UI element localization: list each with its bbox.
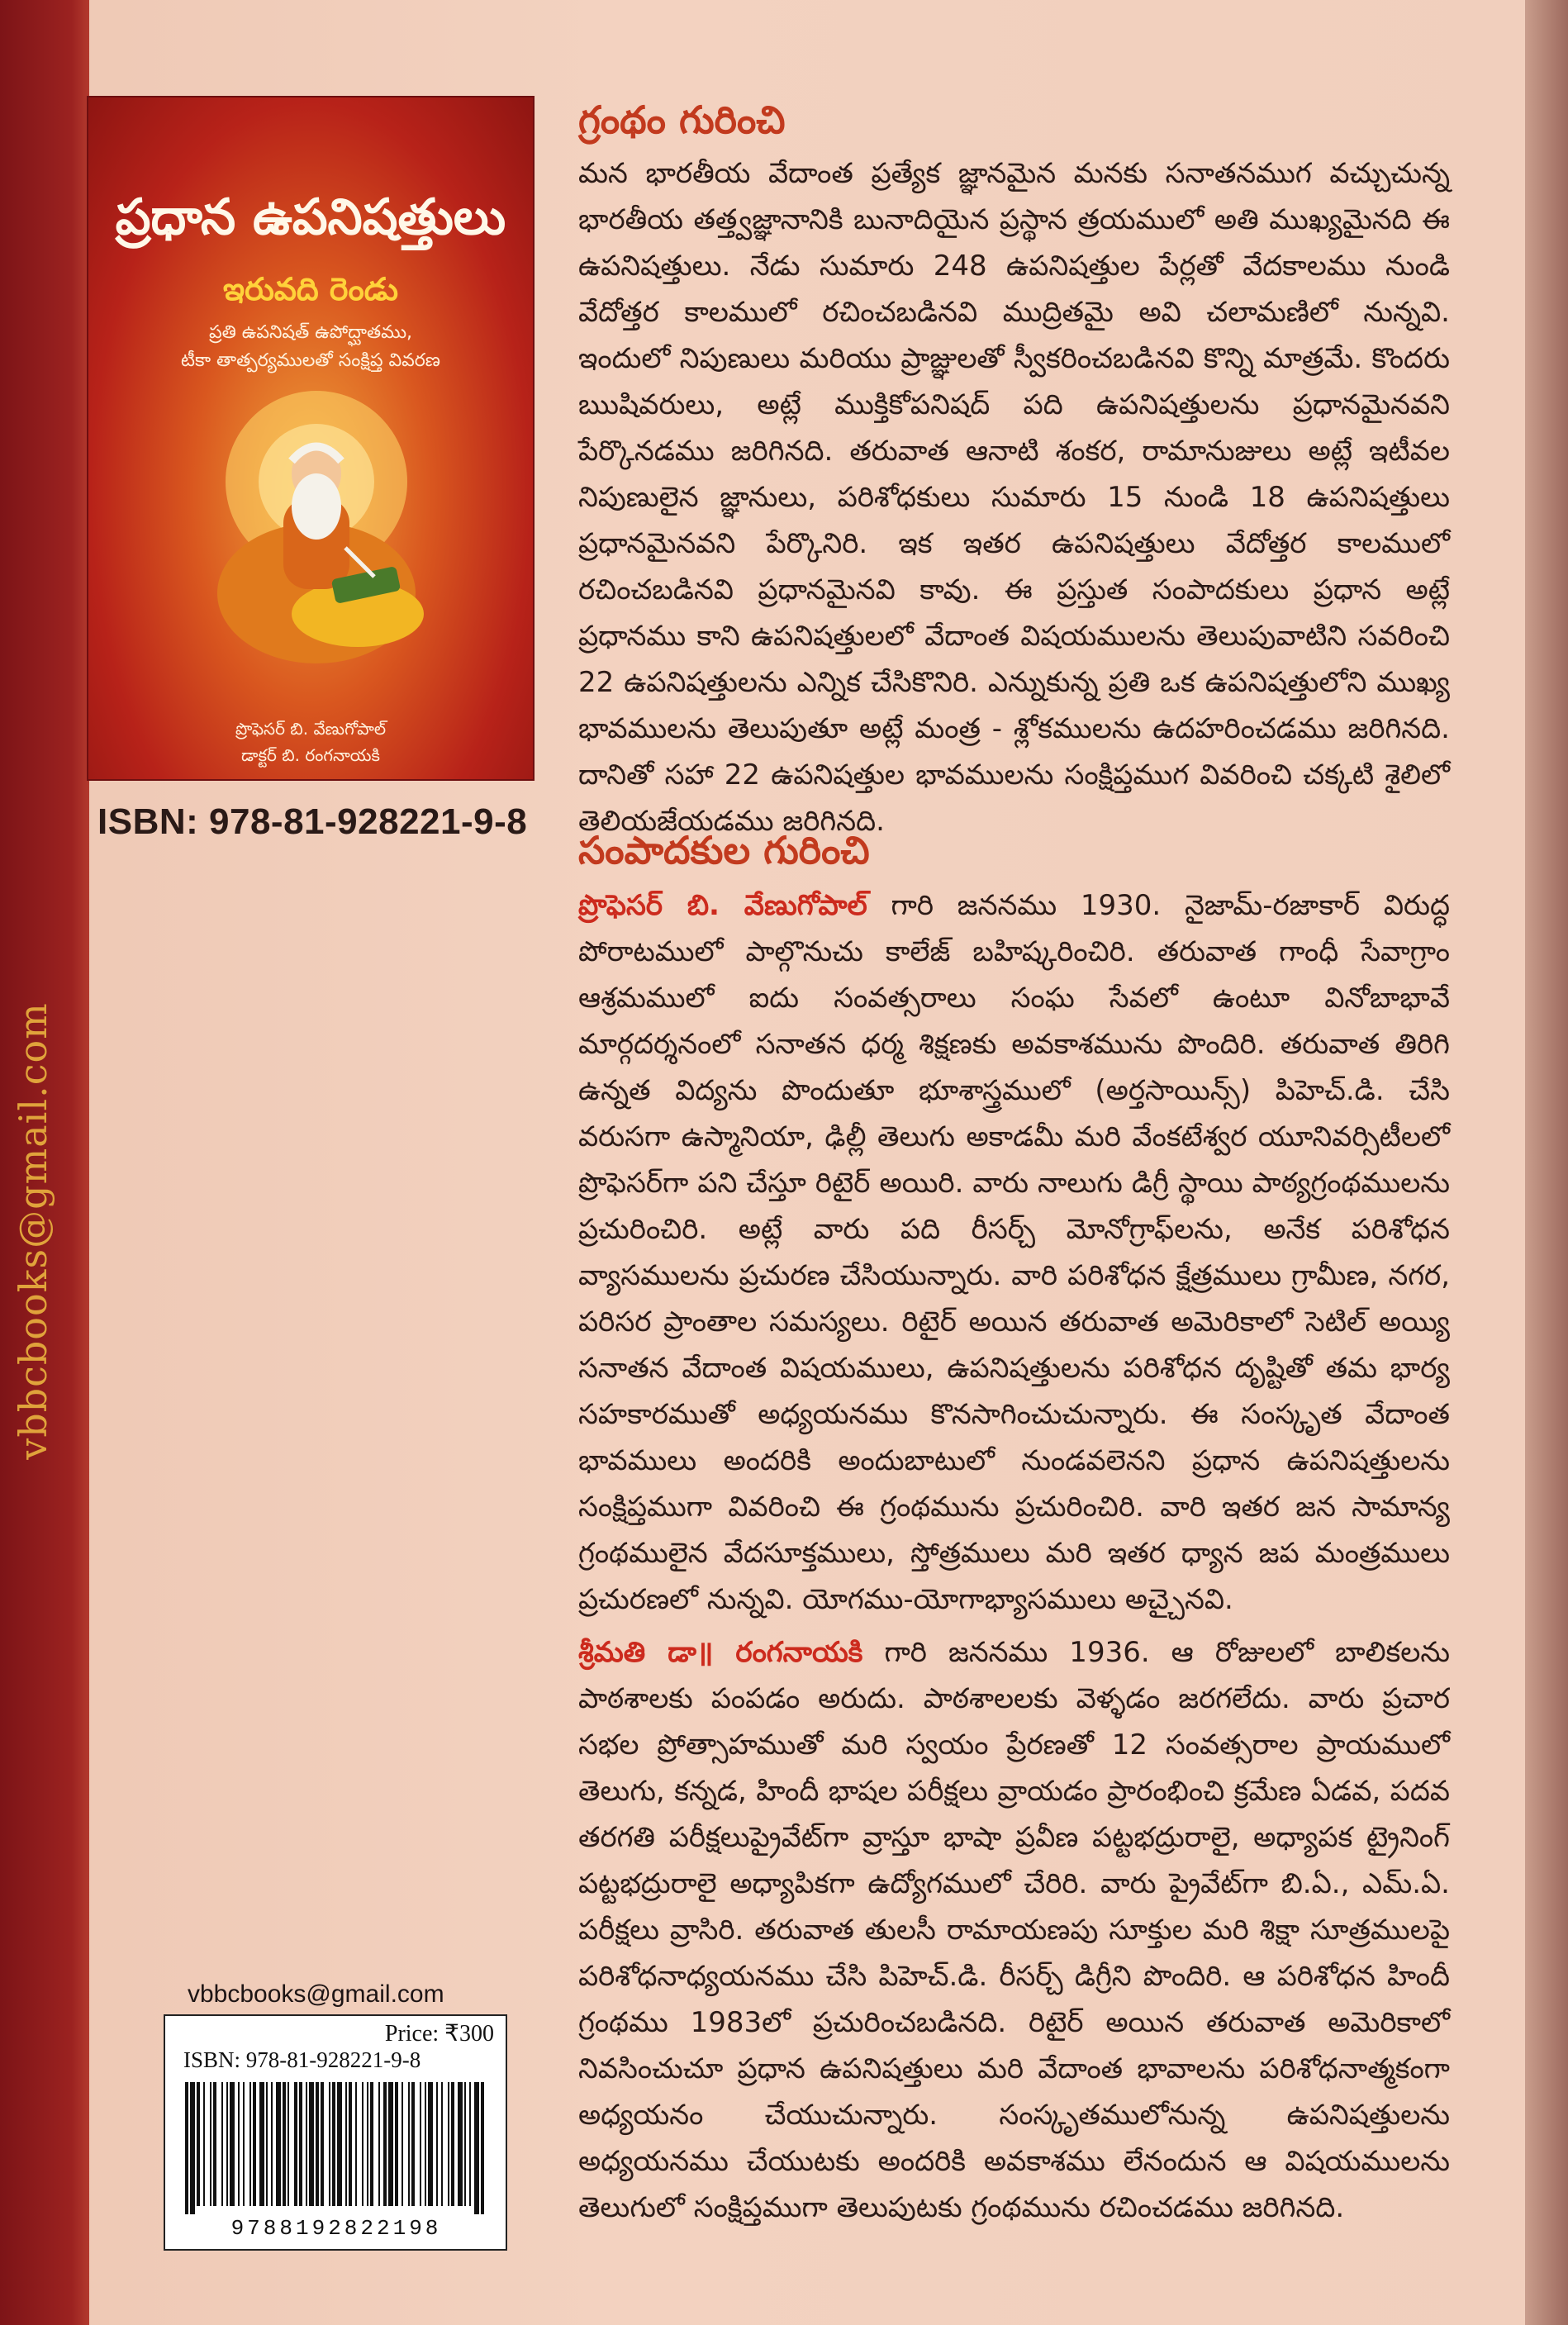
barcode-bar [294, 2082, 297, 2206]
barcode-bar [370, 2082, 373, 2206]
barcode-bar [332, 2082, 335, 2206]
barcode-bar [395, 2082, 398, 2206]
barcode-bar [378, 2082, 380, 2206]
barcode-bar [287, 2082, 289, 2206]
barcode-bar [329, 2082, 330, 2206]
editor1-name: ప్రొఫెసర్ బి. వేణుగోపాల్ [578, 889, 867, 922]
barcode-bar [402, 2082, 403, 2206]
barcode-bar [243, 2082, 245, 2206]
barcode-bar [481, 2082, 484, 2214]
right-edge [1525, 0, 1568, 2325]
thumbnail-title: ప్రధాన ఉపనిషత్తులు [115, 188, 506, 246]
barcode-bar [451, 2082, 454, 2206]
isbn-label: ISBN: 978-81-928221-9-8 [97, 801, 528, 842]
section-heading-about-editors: సంపాదకుల గురించి [578, 828, 870, 872]
barcode-bar [185, 2082, 188, 2214]
barcode-bar [458, 2082, 463, 2206]
barcode-bar [362, 2082, 363, 2206]
barcode-bar [221, 2082, 223, 2206]
barcode-bar [230, 2082, 235, 2206]
barcode-bar [441, 2082, 443, 2206]
barcode-bar [259, 2082, 264, 2206]
editor1-paragraph [578, 882, 1450, 1623]
thumbnail-subtitle: ఇరువది రెండు [222, 271, 398, 307]
barcode-bar [411, 2082, 415, 2206]
barcode-bar [337, 2082, 342, 2206]
side-email: vbbcbooks@gmail.com [11, 1002, 55, 1460]
barcode-bar [276, 2082, 281, 2206]
barcode-digits: 9788192822198 [230, 2216, 442, 2241]
barcode-email: vbbcbooks@gmail.com [188, 1980, 444, 2008]
barcode-bar [345, 2082, 347, 2206]
barcode-bar [436, 2082, 438, 2206]
barcode-bar [271, 2082, 273, 2206]
barcode-bar [213, 2082, 216, 2206]
left-spine-band [0, 0, 89, 2325]
thumbnail-author1: ప్రొఫెసర్ బి. వేణుగోపాల్ [235, 719, 387, 739]
barcode-bar [420, 2082, 421, 2206]
editor2-bio: గారి జననము 1936. ఆ రోజులలో బాలికలను పాఠశాలకు పంపడం అరుదు. పాఠశాలలకు వెళ్ళడం జరగలేదు. వారు ప్రచార సభల ప్రోత్సాహముతో మరి స్వయం ప్రేరణతో 12 సంవత్సరాల ప్రాయములో తెలుగు, కన్నడ, హిందీ భాషల పరీక్షలు వ్రాయడం ప్రారంభించి క్రమేణ ఏడవ, పదవ తరగతి పరీక్షలుప్రైవేట్‌గా వ్రాస్తూ భాషా ప్రవీణ పట్టభద్రురాలై, అధ్యాపక ట్రైనింగ్ పట్టభద్రురాలై అధ్యాపికగా ఉద్యోగములో చేరిరి. వారు ప్రైవేట్‌గా బి.ఏ., ఎమ్.ఏ. పరీక్షలు వ్రాసిరి. తరువాత తులసీ రామాయణపు సూక్తుల మరి శిక్షా సూత్రములపై పరిశోధనాధ్యయనము చేసి పిహెచ్.డి. రీసర్చ్ డిగ్రీని పొందిరి. ఆ పరిశోధన హిందీ గ్రంథము 1983లో ప్రచురించబడినది. రిటైర్ అయిన తరువాత అమెరికాలో నివసించుచూ ప్రధాన ఉపనిషత్తులు మరి వేదాంత భావాలను పరిశోధనాత్మకంగా అధ్యయనం చేయుచున్నారు. సంస్కృతములోనున్న ఉపనిషత్తులను అధ్యయనము చేయుటకు అందరికి అవకాశము లేనందున ఆ విషయములను తెలుగులో సంక్షిప్తముగా తెలుపుటకు గ్రంథమును రచించడము జరిగినది. [578, 1636, 1451, 2224]
editor2-paragraph [578, 1629, 1450, 2231]
sage-beard [292, 473, 341, 540]
barcode-bar [283, 2082, 286, 2206]
barcode-bar [253, 2082, 256, 2206]
barcode-bar [355, 2082, 357, 2206]
barcode-bar [469, 2082, 471, 2206]
barcode-bar [190, 2082, 195, 2214]
barcode-bar [238, 2082, 240, 2206]
barcode-bar [266, 2082, 268, 2206]
barcode-bar [428, 2082, 433, 2206]
barcode-bar [226, 2082, 228, 2206]
barcode-bar [316, 2082, 319, 2206]
barcode-bar [249, 2082, 251, 2206]
barcode-bar [383, 2082, 387, 2206]
thumbnail-description-line2: టీకా తాత్పర్యములతో సంక్షిప్త వివరణ [181, 350, 440, 371]
sage-illustration [168, 383, 465, 680]
book-cover-thumbnail [88, 97, 533, 779]
barcode-bars [182, 2082, 489, 2214]
barcode-bar [299, 2082, 302, 2206]
barcode-bar [367, 2082, 368, 2206]
section-heading-about-book: గ్రంథం గురించి [578, 97, 786, 142]
barcode-bar [349, 2082, 352, 2206]
barcode-bar [464, 2082, 466, 2206]
editor2-name: శ్రీమతి డా॥ రంగనాయకి [578, 1636, 863, 1669]
thumbnail-description-line1: ప్రతి ఉపనిషత్ ఉపోద్ఘాతము, [208, 322, 413, 343]
barcode-bar [388, 2082, 393, 2206]
barcode-bar [448, 2082, 449, 2206]
about-book-paragraph: మన భారతీయ వేదాంత ప్రత్యేక జ్ఞానమైన మనకు సనాతనముగ వచ్చుచున్న భారతీయ తత్త్వజ్ఞానానికి బునాదియైన ప్రస్థాన త్రయములో అతి ముఖ్యమైనది ఈ ఉపనిషత్తులు. నేడు సుమారు 248 ఉపనిషత్తుల పేర్లతో వేదకాలము నుండి వేదోత్తర కాలములో రచించబడినవి ముద్రితమై అవి చలామణిలో నున్నవి. ఇందులో నిపుణులు మరియు ప్రాజ్ఞులతో స్వీకరించబడినవి కొన్ని మాత్రమే. కొందరు ఋషివరులు, అట్లే ముక్తికోపనిషద్ పది ఉపనిషత్తులను ప్రధానమైనవని పేర్కొనడము జరిగినది. తరువాత ఆనాటి శంకర, రామానుజులు అట్లే ఇటీవల నిపుణులైన జ్ఞానులు, పరిశోధకులు సుమారు 15 నుండి 18 ఉపనిషత్తులు ప్రధానమైనవని పేర్కొనిరి. ఇక ఇతర ఉపనిషత్తులు వేదోత్తర కాలములో రచించబడినవి ప్రధానమైనవి కావు. ఈ ప్రస్తుత సంపాదకులు ప్రధాన అట్లే ప్రధానము కాని ఉపనిషత్తులలో వేదాంత విషయములను తెలుపువాటిని సవరించి 22 ఉపనిషత్తులను ఎన్నిక చేసికొనిరి. ఎన్నుకున్న ప్రతి ఒక ఉపనిషత్తులోని ముఖ్య భావములను తెలుపుతూ అట్లే మంత్ర - శ్లోకములను ఉదహరించడము జరిగినది. దానితో సహా 22 ఉపనిషత్తుల భావములను సంక్షిప్తముగ వివరించి చక్కటి శైలిలో తెలియజేయడము జరిగినది. [578, 157, 1450, 838]
barcode-bar [197, 2082, 200, 2206]
barcode-bar [306, 2082, 307, 2206]
barcode-bar [203, 2082, 205, 2206]
thumbnail-author2: డాక్టర్ బి. రంగనాయకి [241, 745, 380, 765]
barcode-bar [321, 2082, 324, 2206]
editor1-bio: గారి జననము 1930. నైజామ్-రజాకార్ విరుద్ధ పోరాటములో పాల్గొనుచు కాలేజ్ బహిష్కరించిరి. తరువాత గాంధీ సేవాగ్రాం ఆశ్రమములో ఐదు సంవత్సరాలు సంఘ సేవలో ఉంటూ వినోబాభావే మార్గదర్శనంలో సనాతన ధర్మ శిక్షణకు అవకాశమును పొందిరి. తరువాత తిరిగి ఉన్నత విద్యను పొందుతూ భూశాస్త్రములో (అర్తసాయిన్స్) పిహెచ్.డి. చేసి వరుసగా ఉస్మానియా, ఢిల్లీ తెలుగు అకాడమీ మరి వేంకటేశ్వర యూనివర్సిటీలలో ప్రొఫెసర్‌గా పని చేస్తూ రిటైర్ అయిరి. వారు నాలుగు డిగ్రీ స్థాయి పాఠ్యగ్రంథములను ప్రచురించిరి. అట్లే వారు పది రీసర్చ్ మోనోగ్రాఫ్‌లను, అనేక పరిశోధన వ్యాసములను ప్రచురణ చేసియున్నారు. వారి పరిశోధన క్షేత్రములు గ్రామీణ, నగర, పరిసర ప్రాంతాల సమస్యలు. రిటైర్ అయిన తరువాత అమెరికాలో సెటిల్ అయ్యి సనాతన వేదాంత విషయములు, ఉపనిషత్తులను పరిశోధన దృష్టితో తమ భార్య సహకారముతో అధ్యయనము కొనసాగించుచున్నారు. ఈ సంస్కృత వేదాంత భావములు అందరికి అందుబాటులో నుండవలెనని ప్రధాన ఉపనిషత్తులను సంక్షిప్తముగా వివరించి ఈ గ్రంథమును ప్రచురించిరి. వారి ఇతర జన సామాన్య గ్రంథములైన వేదసూక్తములు, స్తోత్రములు మరి ఇతర ధ్యాన జప మంత్రములు ప్రచురణలో నున్నవి. యోగము-యోగాభ్యాసములు అచ్చైనవి. [578, 889, 1450, 1616]
price-label: Price: ₹300 [384, 2021, 494, 2047]
barcode-bar [425, 2082, 426, 2206]
barcode-box [164, 2014, 507, 2251]
barcode-isbn: ISBN: 978-81-928221-9-8 [183, 2047, 421, 2072]
barcode-bar [210, 2082, 211, 2206]
barcode-bar [474, 2082, 479, 2214]
barcode-bar [408, 2082, 410, 2206]
barcode-bar [309, 2082, 314, 2206]
